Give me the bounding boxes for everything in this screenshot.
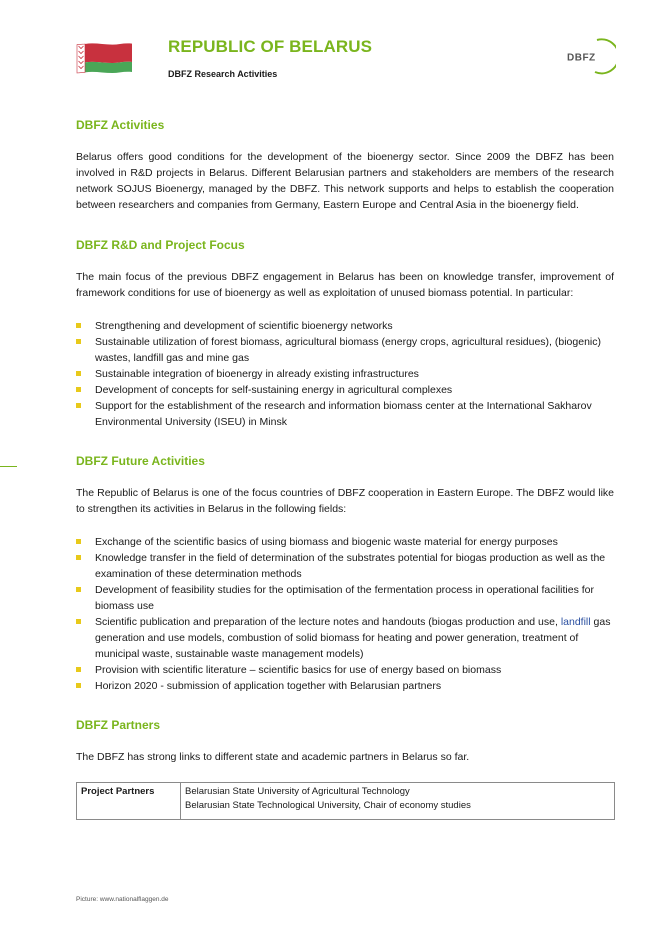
document-body [76, 118, 614, 820]
list-item: Exchange of the scientific basics of using biomass and biogenic waste material for energy purposes [76, 534, 614, 550]
partners-table [76, 782, 615, 820]
bullet-icon [76, 323, 81, 328]
partners-table-cell [181, 783, 615, 820]
bullet-icon [76, 619, 81, 624]
page-title: REPUBLIC OF BELARUS [168, 37, 373, 56]
partners-paragraph: The DBFZ has strong links to different state and academic partners in Belarus so far. [76, 751, 470, 763]
future-paragraph: The Republic of Belarus is one of the focus countries of DBFZ cooperation in Eastern Europe. The DBFZ would like to strengthen its activities in Belarus in the following fields: [76, 487, 614, 515]
list-item: Sustainable utilization of forest biomass, agricultural biomass (energy crops, agricultural residues), (biogenic) wastes, landfill gas and mine gas [76, 334, 614, 366]
future-list [76, 534, 614, 694]
section-heading-activities: DBFZ Activities [76, 118, 165, 132]
bullet-icon [76, 387, 81, 392]
list-item: Development of concepts for self-sustaining energy in agricultural complexes [76, 382, 614, 398]
list-item: Support for the establishment of the research and information biomass center at the International Sakharov Environmental University (ISEU) in Minsk [76, 398, 614, 430]
page-subtitle: DBFZ Research Activities [168, 69, 278, 79]
focus-list [76, 318, 614, 430]
bullet-icon [76, 403, 81, 408]
activities-paragraph: Belarus offers good conditions for the development of the bioenergy sector. Since 2009 the DBFZ has been involved in R&D projects in Belarus. Different Belarusian partners and stakeholders are members of the research network SOJUS Bioenergy, managed by the DBFZ. This network supports and helps to establish the cooperation between researchers and companies from Germany, Eastern Europe and Central Asia in the bioenergy field. [76, 151, 614, 211]
picture-credit: Picture: www.nationalflaggen.de [76, 896, 169, 903]
bullet-icon [76, 667, 81, 672]
bullet-icon [76, 555, 81, 560]
partners-table-label: Project Partners [77, 783, 181, 820]
table-row [77, 783, 615, 820]
section-heading-partners: DBFZ Partners [76, 718, 161, 732]
bullet-icon [76, 339, 81, 344]
section-heading-focus: DBFZ R&D and Project Focus [76, 238, 245, 252]
list-item: Provision with scientific literature – scientific basics for use of energy based on biomass [76, 662, 614, 678]
margin-mark [0, 466, 17, 467]
belarus-flag-image [76, 42, 132, 74]
dbfz-logo [566, 36, 616, 76]
list-item: Development of feasibility studies for the optimisation of the fermentation process in operational facilities for biomass use [76, 582, 614, 614]
list-item: Strengthening and development of scientific bioenergy networks [76, 318, 614, 334]
bullet-icon [76, 683, 81, 688]
bullet-icon [76, 587, 81, 592]
partner-entry: Belarusian State Technological University, Chair of economy studies [185, 800, 471, 811]
bullet-icon [76, 371, 81, 376]
focus-paragraph: The main focus of the previous DBFZ engagement in Belarus has been on knowledge transfer, improvement of framework conditions for use of bioenergy as well as exploitation of unused biomass potential. In particular: [76, 271, 614, 299]
bullet-icon [76, 539, 81, 544]
list-item: Sustainable integration of bioenergy in already existing infrastructures [76, 366, 614, 382]
logo-text: DBFZ [567, 52, 596, 64]
list-item: Horizon 2020 - submission of application together with Belarusian partners [76, 678, 614, 694]
section-heading-future: DBFZ Future Activities [76, 454, 205, 468]
list-item: Knowledge transfer in the field of determination of the substrates potential for biogas production as well as the examination of these determination methods [76, 550, 614, 582]
landfill-link[interactable]: landfill [560, 616, 591, 628]
partner-entry: Belarusian State University of Agricultural Technology [185, 786, 410, 797]
list-item: Scientific publication and preparation of the lecture notes and handouts (biogas production and use, landfill gas generation and use models, combustion of solid biomass for heating and power generation, treatment of municipal waste, sustainable waste management models) [76, 614, 614, 662]
